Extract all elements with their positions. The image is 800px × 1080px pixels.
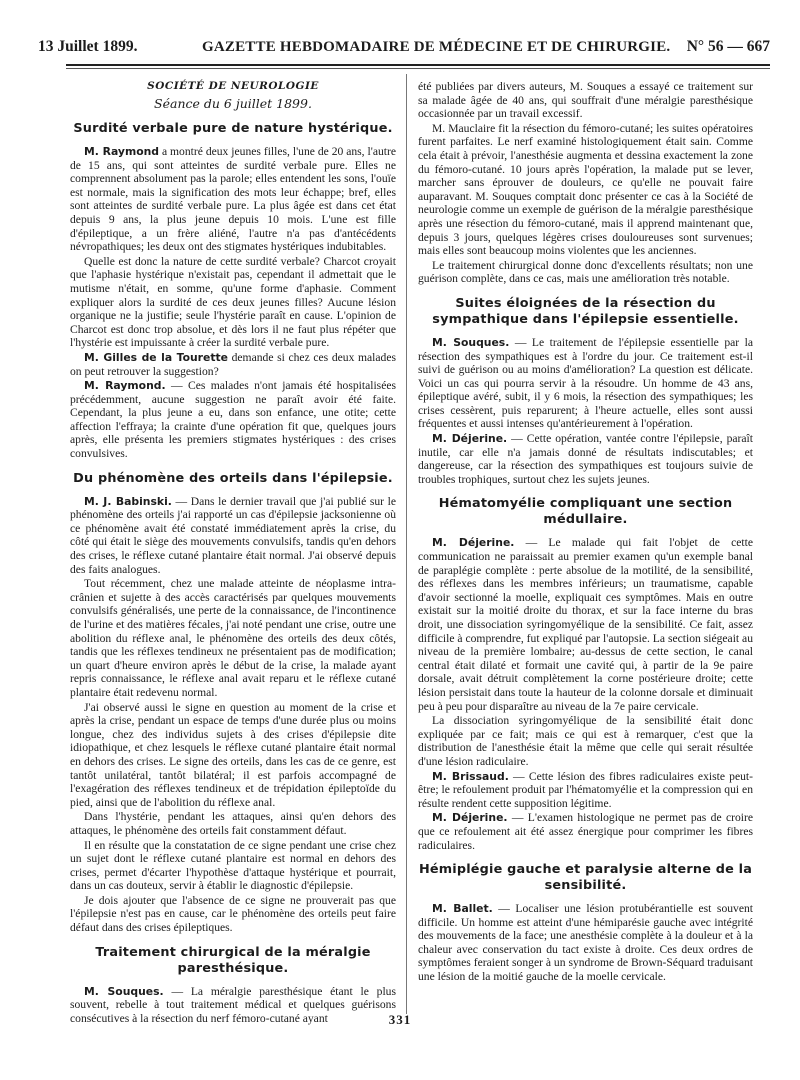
paragraph: Quelle est donc la nature de cette surdité verbale? Charcot croyait que l'aphasie hystérique n'existait pas, cependant il admettait que le mutisme n'était, en somme, qu'une forme d'aphasie. Comment expliquer alors la surdité de ces deux jeunes filles? Aucune lésion organique ne la justifie; seule l'hystérie paraît en cause. L'opinion de Charcot est donc trop absolue, et dès lors il ne faut plus répéter que l'hystérie est impuissante à créer la surdité verbale pure. [70, 254, 396, 350]
header-rule-thin [66, 68, 770, 69]
issue-number: N° 56 — 667 [686, 38, 770, 55]
speaker-name: M. Déjerine. [432, 536, 515, 550]
column-divider [406, 74, 407, 1014]
speaker-name: M. Brissaud. [432, 769, 509, 783]
paragraph: M. Souques. — La méralgie paresthésique étant le plus souvent, rebelle à tout traitement médical et quelques guérisons consécutives à la résection du nerf fémoro-cutané ayant [70, 984, 396, 1025]
paragraph: M. Brissaud. — Cette lésion des fibres radiculaires existe peut-être; le refoulement produit par l'hématomyélie et la compression qui en résulte rendent cette supposition légitime. [418, 769, 754, 810]
journal-title: GAZETTE HEBDOMADAIRE DE MÉDECINE ET DE CHIRURGIE. [202, 39, 671, 55]
paragraph: M. Raymond. — Ces malades n'ont jamais été hospitalisées précédemment, aucune suggestion ne paraît avoir été faite. Cependant, la plus jeune a eu, dans son enfance, une otite; cette affection l'effraya; la crainte d'une opération fit que, quelques jours après, elle présenta les premiers stigmates hystériques : des crises convulsives. [70, 379, 396, 461]
section-title-hemiplegie: Hémiplégie gauche et paralysie alterne de la sensibilité. [418, 862, 753, 894]
section-title-orteils: Du phénomène des orteils dans l'épilepsie. [73, 470, 393, 486]
paragraph: Le traitement chirurgical donne donc d'excellents résultats; non une guérison complète, dans ce cas, mais une amélioration très notable. [418, 258, 753, 286]
speaker-name: M. Déjerine. [432, 432, 508, 446]
paragraph: M. Souques. — Le traitement de l'épilepsie essentielle par la résection des sympathiques est à l'ordre du jour. Ce traitement est-il suivi de guérison ou au moins d'amélioration? La question est délicate. Voici un cas qui pourra servir à la résoudre. Un homme de 43 ans, épileptique avéré, subit, il y 6 mois, la résection des sympathiques; les crises cessèrent, puis reparurent; à l'heure actuelle, elles sont aussi fréquentes et aussi intenses qu'antérieurement à l'opération. [418, 335, 753, 431]
paragraph: été publiées par divers auteurs, M. Souques a essayé ce traitement sur sa malade âgée de 40 ans, qui souffrait d'une méralgie paresthésique occasionnée par un travail excessif. [418, 80, 753, 121]
page-number: 331 [388, 1012, 412, 1027]
paragraph: Dans l'hystérie, pendant les attaques, ainsi qu'en dehors des attaques, le phénomène des orteils fait constamment défaut. [70, 810, 396, 837]
speaker-name: M. Raymond [84, 145, 160, 158]
page-header [38, 38, 770, 60]
paragraph: M. Ballet. — Localiser une lésion protubérantielle est souvent difficile. Un homme est atteint d'une hémiparésie gauche avec intégrité des mouvements de la face; une anesthésie complète à la douleur et à la chaleur avec conservation du tact existe à droite. Ces deux ordres de symptômes feraient songer à un syndrome de Brown-Séquard traduisant une lésion de la moitié gauche de la moelle cervicale. [418, 902, 753, 984]
speaker-name: M. Gilles de la Tourette [84, 350, 228, 364]
paragraph: M. Déjerine. — Le malade qui fait l'objet de cette communication ne paraissait au premier examen qu'un exemple banal de paraplégie complète : perte absolue de la motilité, de la sensibilité, des réflexes dans les membres inférieurs; un traumatisme, capable d'avoir sectionné la moelle, expliquait ces symptômes. Mais en outre existait sur la moitié droite du thorax, et sur la face interne du bras droit, une dissociation syringomyélique de la sensibilité. Ce fait, assez difficile à comprendre, fut expliqué par l'autopsie. La section siégeait au niveau de la première lombaire; au-dessus de cette section, le canal central était dilaté et formait une cavité qui, à partir de la 9e paire dorsale, avait détruit complètement la corne postérieure droite; cette lésion persistait dans toute la hauteur de la colonne dorsale et diminuait peu à peu pour disparaître au niveau de la 7e paire cervicale. [418, 536, 753, 713]
paragraph: La dissociation syringomyélique de la sensibilité était donc expliquée par ce fait; mais ce qui est à remarquer, c'est que la distribution de l'anesthésie était la même que celle qui serait résultée d'une lésion radiculaire. [418, 714, 753, 768]
paragraph: Il en résulte que la constatation de ce signe pendant une crise chez un sujet dont le réflexe cutané plantaire est normal en dehors des crises, permet d'écarter l'hypothèse d'attaque hystérique et pourrait, dans un cas douteux, servir à établir le diagnostic d'épilepsie. [70, 838, 396, 893]
paragraph: M. Raymond a montré deux jeunes filles, l'une de 20 ans, l'autre de 15 ans, qui sont atteintes de surdité verbale pure. Elles ne comprennent absolument pas la parole; elles entendent les sons, l'ouïe est normale, mais la signification des mots leur échappe; bref, elles sont atteintes de surdité verbale pure. La plus âgée est dans cet état depuis 9 ans, la plus jeune depuis 10 mois. L'une est fille d'épileptique, a un frère aliéné, l'autre n'a pas d'antécédents névropathiques; les deux ont des stigmates hystériques indubitables. [70, 145, 396, 254]
session-date: Séance du 6 juillet 1899. [154, 96, 312, 111]
paragraph: M. Mauclaire fit la résection du fémoro-cutané; les suites opératoires furent parfaites. Le nerf examiné histologiquement était sain. Comme cela était à prévoir, l'anesthésie augmenta et dessina exactement la zone du fémoro-cutané. 10 jours après l'opération, la malade put se lever, marcher sans éprouver de douleurs, ce qu'elle ne pouvait faire auparavant. M. Souques comptait donc présenter ce cas à la Société de neurologie comme un exemple de guérison de la méralgie paresthésique après une résection du fémoro-cutané, mais il apprend maintenant que, depuis 3 jours, quelques légères crises douloureuses sont survenues; mais elles sont beaucoup moins violentes que les anciennes. [418, 121, 753, 258]
speaker-name: M. Souques. [84, 984, 164, 998]
speaker-name: M. Souques. [432, 335, 510, 349]
speaker-name: M. Déjerine. [432, 811, 508, 825]
speaker-name: M. J. Babinski. [84, 494, 172, 508]
header-rule [66, 64, 770, 66]
section-title-hematomyelie: Hématomyélie compliquant une section médullaire. [438, 496, 733, 528]
speaker-name: M. Ballet. [432, 902, 493, 916]
paragraph: M. J. Babinski. — Dans le dernier travail que j'ai publié sur le phénomène des orteils j'ai rapporté un cas d'épilepsie jacksonienne où ce phénomène avait été constaté immédiatement après la crise, du côté qui était le siège des mouvements convulsifs, tandis qu'en dehors des crises, le réflexe cutané plantaire était normal. J'ai observé depuis des faits analogues. [70, 494, 396, 576]
society-name: SOCIÉTÉ DE NEUROLOGIE [147, 80, 319, 92]
issue-date: 13 Juillet 1899. [38, 38, 138, 55]
paragraph: M. Déjerine. — L'examen histologique ne permet pas de croire que ce refoulement ait été assez énergique pour comprimer les fibres radiculaires. [418, 811, 753, 852]
section-title-surdite: Surdité verbale pure de nature hystérique. [73, 121, 393, 136]
speaker-name: M. Raymond. [84, 379, 166, 393]
paragraph: Je dois ajouter que l'absence de ce signe ne prouverait pas que l'épilepsie n'est pas en cause, car le phénomène des orteils peut faire défaut dans des crises épileptiques. [70, 893, 396, 935]
right-column [418, 80, 753, 985]
paragraph: M. Déjerine. — Cette opération, vantée contre l'épilepsie, paraît inutile, car elle n'a jamais donné de résultats indiscutables; et dangereuse, car la résection des sympathiques est toujours suivie de troubles trophiques, surtout chez les sujets jeunes. [418, 432, 753, 486]
section-title-sympathique: Suites éloignées de la résection du sympathique dans l'épilepsie essentielle. [432, 295, 739, 327]
left-column [70, 74, 396, 1026]
paragraph: M. Gilles de la Tourette demande si chez ces deux malades on peut retrouver la suggestion? [70, 350, 396, 378]
paragraph: J'ai observé aussi le signe en question au moment de la crise et après la crise, pendant un espace de temps d'une durée plus ou moins longue, chez des individus sujets à des crises d'épilepsie dite idiopathique, et chez lesquels le réflexe cutané plantaire était normal en dehors des crises. Le signe des orteils, dans les cas de ce genre, est tantôt unilatéral, tantôt bilatéral; il est parfois accompagné de l'exagération des réflexes tendineux et de trépidation épileptoïde du pied, ainsi que de l'abolition du réflexe anal. [70, 700, 396, 809]
paragraph: Tout récemment, chez une malade atteinte de néoplasme intra-crânien et sujette à des accès caractérisés par quelques mouvements convulsifs généralisés, une perte de la connaissance, de l'incontinence de l'urine et des matières fécales, j'ai noté pendant une crise, outre une abolition du réflexe anal, le phénomène des orteils des deux côtés, tandis que les réflexes tendineux ne présentaient pas de modification; un quart d'heure environ après le début de la crise, la malade ayant repris connaissance, le réflexe anal avait reparu et le réflexe cutané plantaire était redevenu normal. [70, 577, 396, 699]
section-title-meralgie: Traitement chirurgical de la méralgie paresthésique. [95, 944, 371, 976]
